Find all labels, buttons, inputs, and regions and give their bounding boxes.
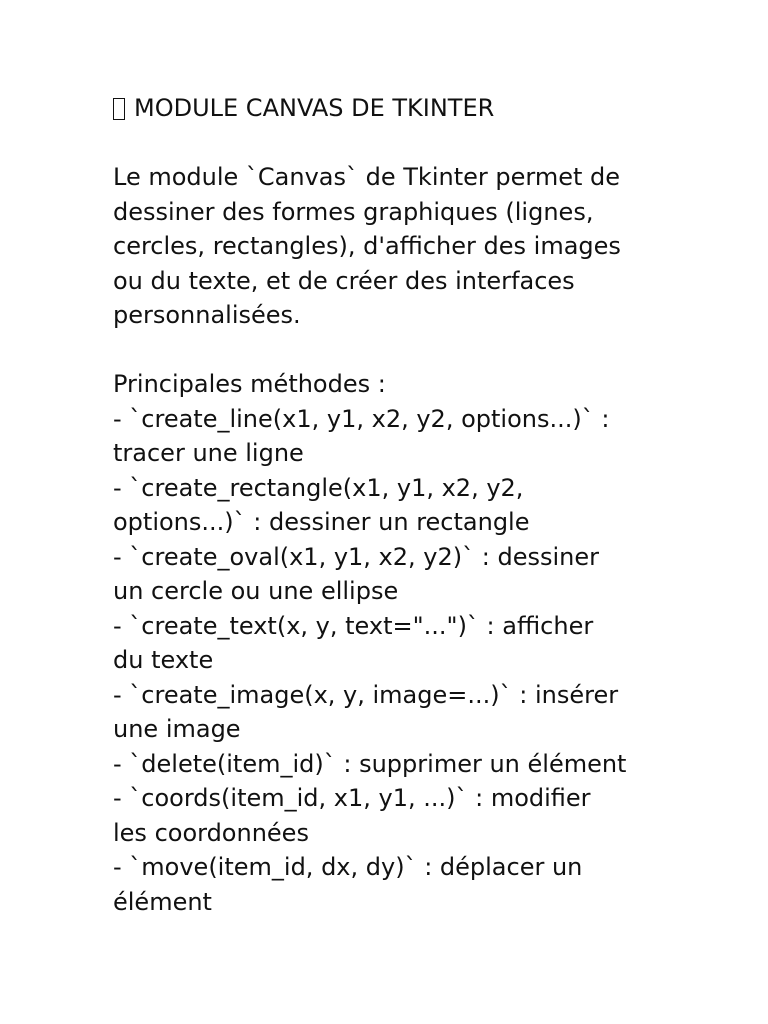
page-title-row — [113, 91, 673, 126]
method-item-coords — [113, 781, 673, 850]
method-line: tracer une ligne — [113, 439, 304, 467]
method-line: - `create_image(x, y, image=...)` : insérer — [113, 680, 619, 709]
method-line: - `delete(item_id)` : supprimer un élément — [113, 749, 627, 778]
method-line: - `create_rectangle(x1, y1, x2, y2, — [113, 473, 524, 502]
method-line: - `create_text(x, y, text="...")` : afficher — [113, 611, 594, 640]
method-line: - `create_line(x1, y1, x2, y2, options...)` : — [113, 404, 610, 433]
method-item-create-text — [113, 609, 673, 678]
intro-line: ou du texte, et de créer des interfaces — [113, 266, 575, 295]
intro-line: personnalisées. — [113, 301, 301, 329]
method-item-create-line — [113, 402, 673, 471]
method-line: - `move(item_id, dx, dy)` : déplacer un — [113, 853, 583, 881]
method-item-create-oval — [113, 540, 673, 609]
methods-list — [113, 402, 673, 920]
method-item-delete — [113, 747, 673, 782]
method-line: options...)` : dessiner un rectangle — [113, 508, 530, 536]
method-item-move — [113, 850, 673, 919]
method-line: - `coords(item_id, x1, y1, ...)` : modifier — [113, 784, 591, 812]
method-item-create-rectangle — [113, 471, 673, 540]
intro-line: Le module `Canvas` de Tkinter permet de — [113, 163, 620, 191]
document-page — [113, 91, 673, 919]
page-title: MODULE CANVAS DE TKINTER — [134, 94, 495, 122]
method-line: du texte — [113, 646, 214, 674]
method-line: - `create_oval(x1, y1, x2, y2)` : dessiner — [113, 542, 599, 571]
method-line: les coordonnées — [113, 818, 309, 847]
intro-line: dessiner des formes graphiques (lignes, — [113, 197, 594, 226]
spacer — [113, 333, 673, 368]
methods-heading: Principales méthodes : — [113, 370, 386, 398]
method-line: une image — [113, 715, 241, 743]
method-item-create-image — [113, 678, 673, 747]
intro-paragraph — [113, 160, 673, 333]
method-line: élément — [113, 887, 212, 916]
intro-line: cercles, rectangles), d'afficher des images — [113, 232, 621, 260]
method-line: un cercle ou une ellipse — [113, 577, 399, 605]
missing-glyph-box-icon — [113, 98, 125, 120]
spacer — [113, 126, 673, 161]
